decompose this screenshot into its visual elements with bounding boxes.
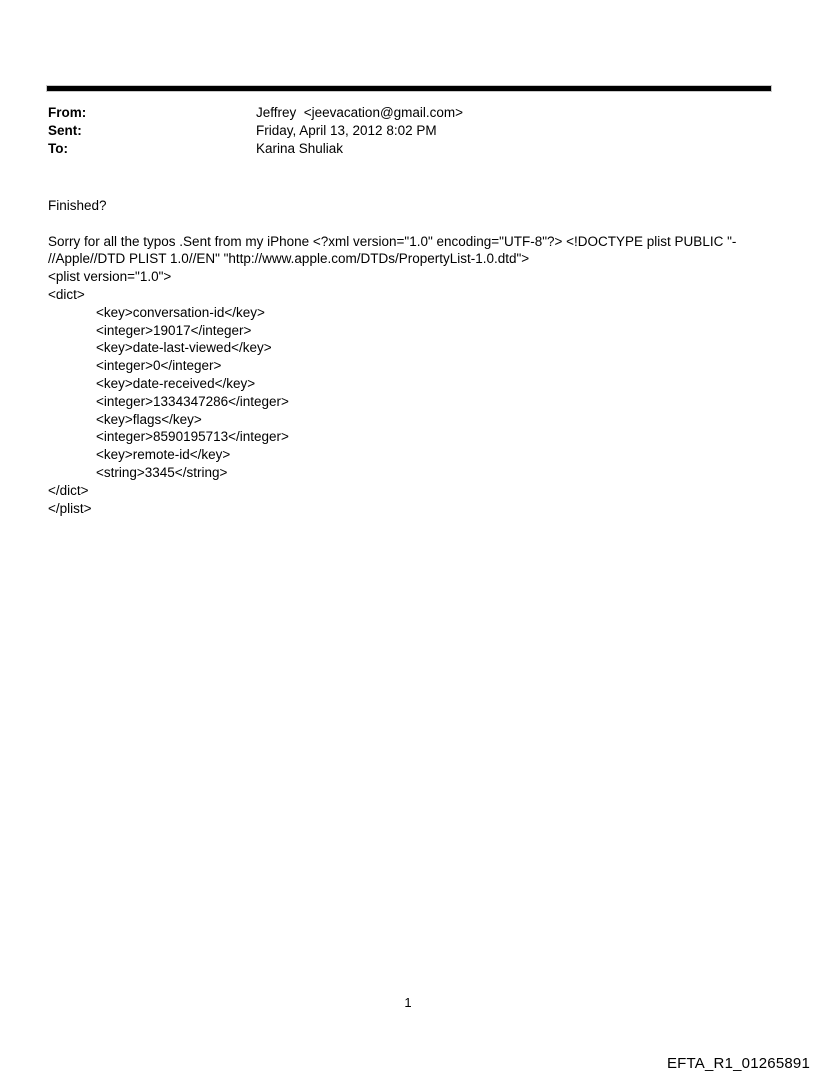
email-body-line xyxy=(48,215,736,233)
email-body xyxy=(48,197,736,517)
header-field-label: Sent: xyxy=(48,123,82,138)
header-field-value: Jeffrey <jeevacation@gmail.com> xyxy=(256,105,464,120)
header-field-label: To: xyxy=(48,141,68,156)
email-body-line: <integer>8590195713</integer> xyxy=(96,429,289,445)
email-body-line: <key>conversation-id</key> xyxy=(96,304,265,320)
email-body-line: <string>3345</string> xyxy=(96,464,228,480)
header-field-row xyxy=(48,140,463,158)
bates-number: EFTA_R1_01265891 xyxy=(666,1055,810,1072)
header-field-label: From: xyxy=(48,105,87,120)
header-field-value: Friday, April 13, 2012 8:02 PM xyxy=(256,123,437,138)
email-body-line: <integer>0</integer> xyxy=(96,358,222,374)
email-body-line: <dict> xyxy=(48,286,85,302)
email-body-line: <key>remote-id</key> xyxy=(96,447,231,463)
page-number: 1 xyxy=(404,995,412,1010)
email-header xyxy=(48,104,463,158)
email-body-line: Finished? xyxy=(48,198,107,213)
email-body-line: Sorry for all the typos .Sent from my iPhone <?xml version="1.0" encoding="UTF-8"?> <!DOCTYPE plist PUBLIC "- xyxy=(48,233,737,249)
email-body-line: <key>flags</key> xyxy=(96,411,202,427)
header-field-row xyxy=(48,122,463,140)
email-body-line: <integer>19017</integer> xyxy=(96,322,252,338)
email-body-line: <key>date-received</key> xyxy=(96,375,256,391)
header-field-value: Karina Shuliak xyxy=(256,141,344,156)
header-divider-rule xyxy=(47,86,771,91)
email-body-line: //Apple//DTD PLIST 1.0//EN" "http://www.apple.com/DTDs/PropertyList-1.0.dtd"> xyxy=(48,251,530,267)
email-body-line: </plist> xyxy=(48,500,92,516)
email-body-line: <plist version="1.0"> xyxy=(48,269,172,285)
email-body-line: <key>date-last-viewed</key> xyxy=(96,340,272,356)
header-field-row xyxy=(48,104,463,122)
email-body-line: <integer>1334347286</integer> xyxy=(96,393,289,409)
email-body-line: </dict> xyxy=(48,482,89,498)
